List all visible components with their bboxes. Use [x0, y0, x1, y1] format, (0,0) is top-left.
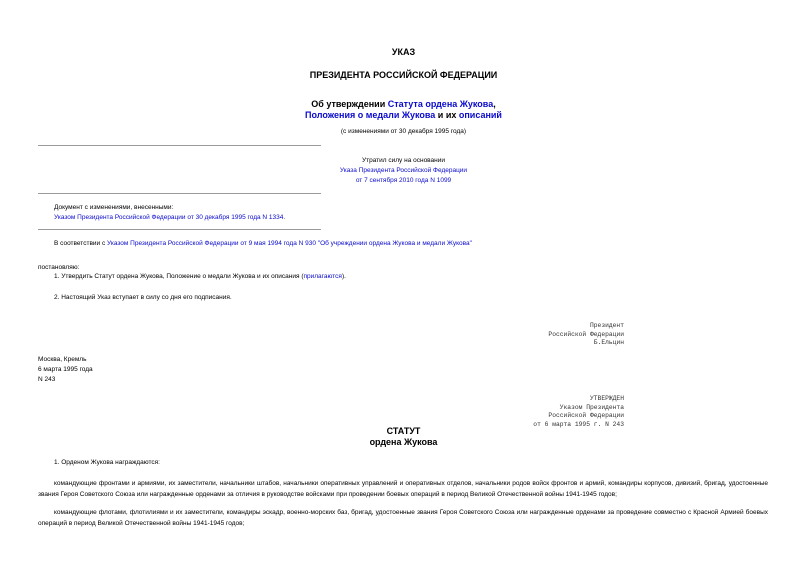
approved-by: Указом Президента [559, 403, 624, 411]
amendment-note: (с изменениями от 30 декабря 1995 года) [340, 128, 467, 135]
preamble-link[interactable]: Указом Президента Российской Федерации от 9 мая 1994 года N 930 "Об учреждении ордена Жукова и медали Жукова" [107, 240, 472, 247]
signing-date: 6 марта 1995 года [38, 366, 93, 373]
divider [38, 193, 321, 194]
repeal-decree-link[interactable]: Указа Президента Российской Федерации [339, 167, 468, 174]
repeal-line: Утратил силу на основании [361, 157, 446, 164]
decree-number: N 243 [38, 376, 56, 383]
decree-item-2: 2. Настоящий Указ вступает в силу со дня его подписания. [54, 294, 232, 301]
signing-place: Москва, Кремль [38, 356, 87, 363]
descriptions-link[interactable]: описаний [458, 110, 502, 120]
approved-date: от 6 марта 1995 г. N 243 [533, 420, 624, 428]
signature-name: Б.Ельцин [593, 339, 624, 347]
statute-paragraph-1: 1. Орденом Жукова награждаются: [54, 459, 160, 466]
preamble [54, 239, 472, 249]
statute-title: СТАТУТ [386, 426, 421, 436]
divider [38, 145, 321, 146]
subject-prefix: Об утверждении [311, 99, 388, 109]
statute-paragraph-2: командующие фронтами и армиями, их заместители, начальники штабов, начальники оперативных управлений и оперативных отделов, начальники родов войск фронтов и армий, командиры корпусов, дивизий, бригад, удостоенные звания Героя Советского Союза или награжденные орденами за отличия в руководстве войсками при проведении боевых операций в период Великой Отечественной войны 1941-1945 годов; [38, 480, 768, 498]
item1-suffix: ). [341, 273, 346, 280]
decree-item-1 [54, 272, 346, 282]
annex-link[interactable]: прилагаются [303, 273, 342, 280]
signature-country: Российской Федерации [548, 330, 624, 338]
statute-link[interactable]: Статута ордена Жукова [387, 99, 494, 109]
place-date-block [38, 355, 93, 385]
signature-position: Президент [589, 322, 624, 329]
statute-subtitle: ордена Жукова [369, 437, 438, 447]
subject-and: и их [435, 110, 459, 120]
statute-paragraph-3: командующие флотами, флотилиями и их заместители, командиры эскадр, военно-морских баз, бригад, удостоенные звания Героя Советского Союза или награжденные орденами за проведение совместно с Красной Армией боевых операций в период Великой Отечественной войны 1941-1945 годов; [38, 509, 768, 527]
medal-regulation-link[interactable]: Положения о медали Жукова [305, 110, 436, 120]
approved-country: Российской Федерации [548, 412, 624, 420]
resolve-word: постановляю: [38, 264, 80, 271]
repeal-notice [0, 156, 807, 186]
approval-block [533, 395, 624, 429]
signature-block [548, 322, 624, 348]
repeal-date-link[interactable]: от 7 сентября 2010 года N 1099 [355, 177, 452, 184]
approved-word: УТВЕРЖДЕН [589, 395, 624, 402]
subject-comma: , [493, 99, 496, 109]
decree-subject [0, 99, 807, 121]
decree-issuer: ПРЕЗИДЕНТА РОССИЙСКОЙ ФЕДЕРАЦИИ [309, 70, 498, 80]
changes-label: Документ с изменениями, внесенными: [54, 204, 174, 211]
changes-link[interactable]: Указом Президента Российской Федерации от 30 декабря 1995 года N 1334. [54, 214, 286, 221]
decree-title: УКАЗ [391, 47, 416, 57]
divider [38, 229, 321, 230]
preamble-prefix: В соответствии с [54, 240, 108, 247]
item1-prefix: 1. Утвердить Статут ордена Жукова, Положение о медали Жукова и их описания ( [54, 273, 304, 280]
